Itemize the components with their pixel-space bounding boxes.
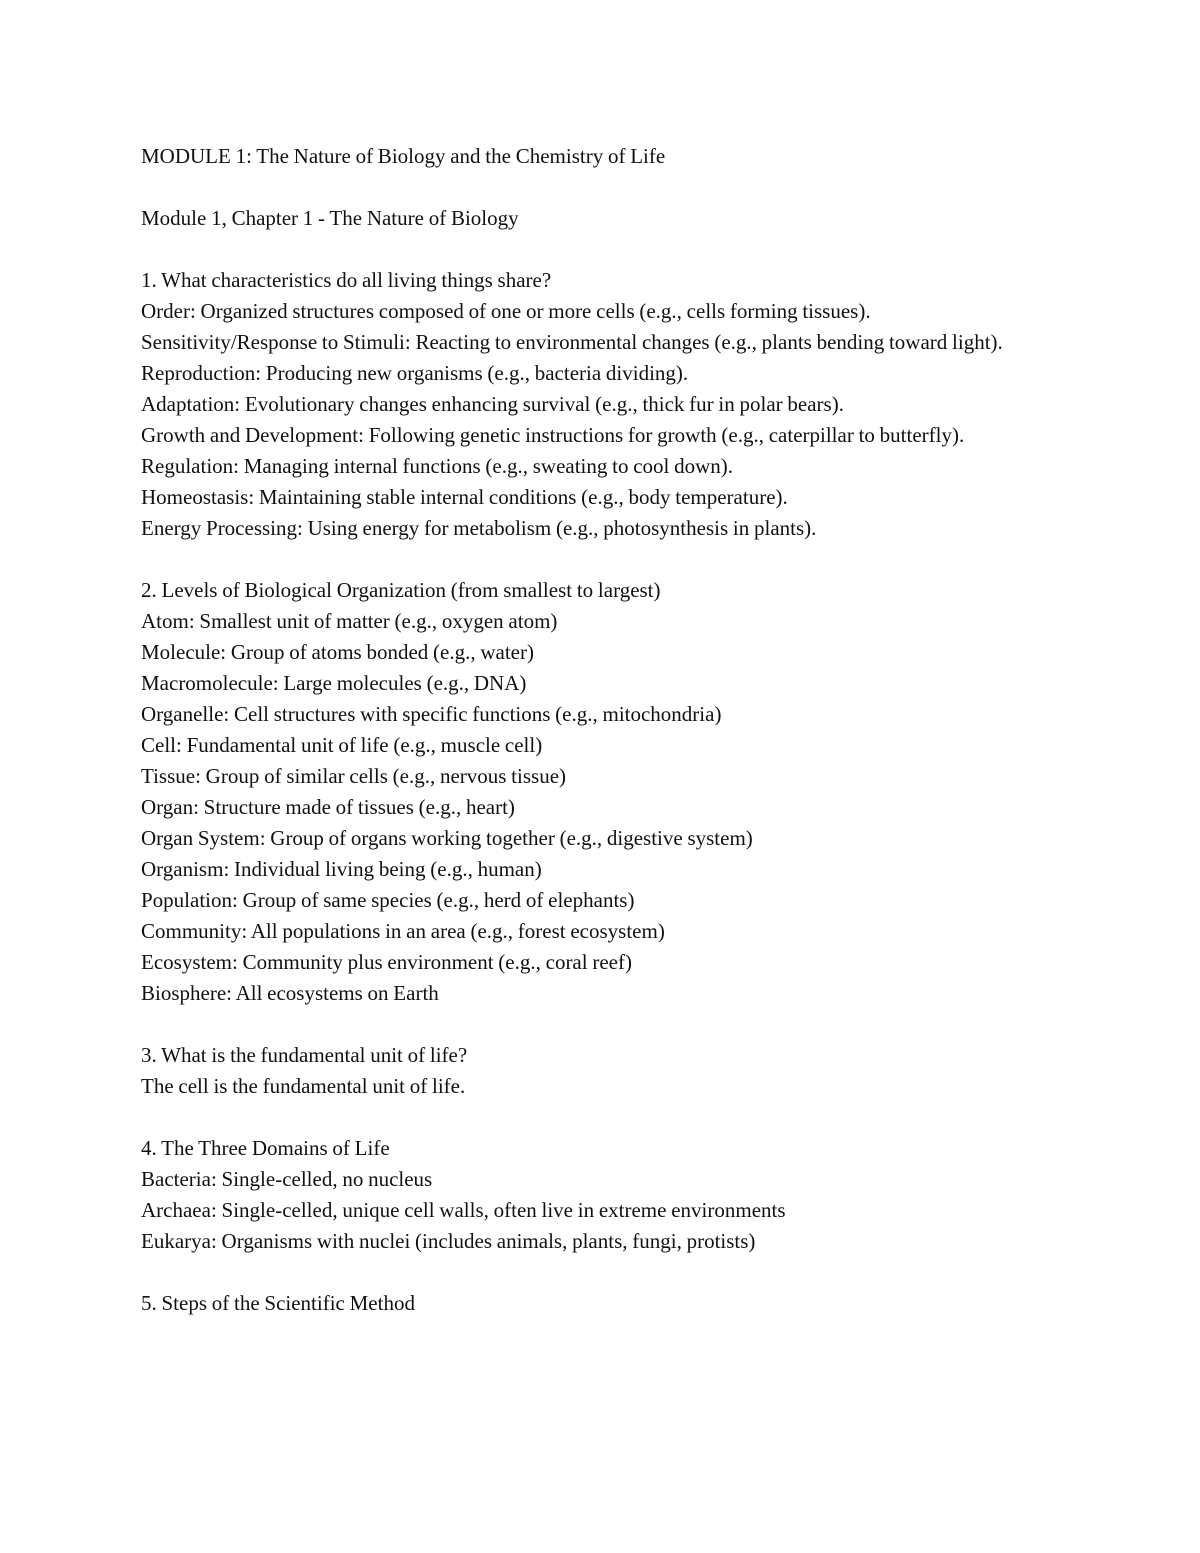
section-heading: 3. What is the fundamental unit of life?: [141, 1043, 468, 1067]
section-three-domains: [141, 1133, 1071, 1257]
section-characteristics: [141, 265, 1071, 544]
spacer: [141, 544, 1071, 575]
list-item: Growth and Development: Following genetic instructions for growth (e.g., caterpillar to butterfly).: [141, 423, 965, 447]
section-scientific-method: [141, 1288, 1071, 1319]
spacer: [141, 234, 1071, 265]
section-levels-of-organization: [141, 575, 1071, 1009]
list-item: Reproduction: Producing new organisms (e.g., bacteria dividing).: [141, 361, 689, 385]
list-item: Organism: Individual living being (e.g., human): [141, 857, 542, 881]
list-item: Regulation: Managing internal functions (e.g., sweating to cool down).: [141, 454, 734, 478]
document-body: [141, 141, 1071, 1319]
list-item: Homeostasis: Maintaining stable internal conditions (e.g., body temperature).: [141, 485, 788, 509]
list-item: Organ: Structure made of tissues (e.g., heart): [141, 795, 515, 819]
spacer: [141, 1102, 1071, 1133]
section-heading: 5. Steps of the Scientific Method: [141, 1291, 415, 1315]
module-title: MODULE 1: The Nature of Biology and the Chemistry of Life: [141, 144, 666, 168]
spacer: [141, 1009, 1071, 1040]
chapter-title: Module 1, Chapter 1 - The Nature of Biology: [141, 206, 519, 230]
section-heading: 2. Levels of Biological Organization (from smallest to largest): [141, 578, 661, 602]
list-item: Ecosystem: Community plus environment (e.g., coral reef): [141, 950, 632, 974]
list-item: Macromolecule: Large molecules (e.g., DNA): [141, 671, 527, 695]
list-item: Molecule: Group of atoms bonded (e.g., water): [141, 640, 534, 664]
list-item: Cell: Fundamental unit of life (e.g., muscle cell): [141, 733, 543, 757]
list-item: Bacteria: Single-celled, no nucleus: [141, 1167, 433, 1191]
list-item: Energy Processing: Using energy for metabolism (e.g., photosynthesis in plants).: [141, 516, 817, 540]
spacer: [141, 172, 1071, 203]
list-item: Population: Group of same species (e.g., herd of elephants): [141, 888, 635, 912]
section-heading: 1. What characteristics do all living things share?: [141, 268, 552, 292]
list-item: Biosphere: All ecosystems on Earth: [141, 981, 439, 1005]
list-item: Sensitivity/Response to Stimuli: Reacting to environmental changes (e.g., plants bending toward light).: [141, 330, 1003, 354]
list-item: Eukarya: Organisms with nuclei (includes animals, plants, fungi, protists): [141, 1229, 756, 1253]
list-item: Order: Organized structures composed of one or more cells (e.g., cells forming tissues).: [141, 299, 871, 323]
list-item: Tissue: Group of similar cells (e.g., nervous tissue): [141, 764, 567, 788]
list-item: Organ System: Group of organs working together (e.g., digestive system): [141, 826, 753, 850]
list-item: Organelle: Cell structures with specific functions (e.g., mitochondria): [141, 702, 722, 726]
list-item: The cell is the fundamental unit of life.: [141, 1074, 466, 1098]
list-item: Adaptation: Evolutionary changes enhancing survival (e.g., thick fur in polar bears).: [141, 392, 844, 416]
section-heading: 4. The Three Domains of Life: [141, 1136, 390, 1160]
spacer: [141, 1257, 1071, 1288]
section-fundamental-unit: [141, 1040, 1071, 1102]
list-item: Community: All populations in an area (e.g., forest ecosystem): [141, 919, 665, 943]
list-item: Archaea: Single-celled, unique cell walls, often live in extreme environments: [141, 1198, 786, 1222]
list-item: Atom: Smallest unit of matter (e.g., oxygen atom): [141, 609, 558, 633]
